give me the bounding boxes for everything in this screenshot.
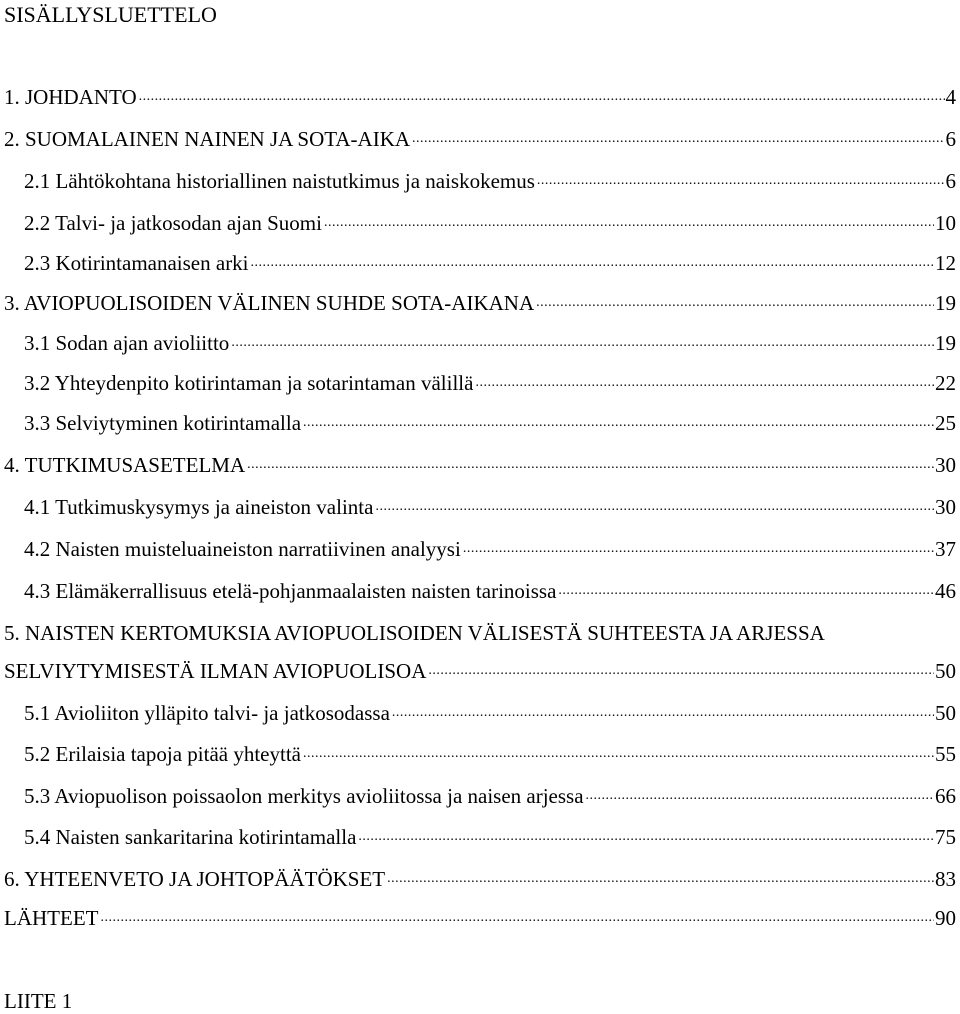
toc-page-number: 25: [935, 411, 956, 435]
toc-entry[interactable]: [24, 578, 956, 604]
toc-entry[interactable]: [24, 783, 956, 809]
dot-leader: [375, 494, 934, 514]
dot-leader: [303, 410, 934, 430]
appendix-label: LIITE 1: [4, 989, 73, 1013]
toc-entry-label: 2.3 Kotirintamanaisen arki: [24, 251, 249, 275]
toc-entry-label: 4. TUTKIMUSASETELMA: [4, 453, 246, 477]
toc-page-number: 10: [935, 211, 956, 235]
toc-entry-label: 4.1 Tutkimuskysymys ja aineiston valinta: [24, 495, 374, 519]
dot-leader: [392, 700, 934, 720]
toc-page-number: 50: [935, 659, 956, 683]
toc-entry[interactable]: [24, 824, 956, 850]
toc-entry-label: LÄHTEET: [4, 906, 99, 930]
dot-leader: [231, 330, 934, 350]
toc-entry-label: 5.2 Erilaisia tapoja pitää yhteyttä: [24, 742, 301, 766]
dot-leader: [303, 741, 934, 761]
toc-entry-wrapped-first-line[interactable]: 5. NAISTEN KERTOMUKSIA AVIOPUOLISOIDEN VÄLISESTÄ SUHTEESTA JA ARJESSA: [4, 621, 825, 645]
toc-entry[interactable]: [24, 536, 956, 562]
toc-entry[interactable]: [24, 410, 956, 436]
toc-page-number: 19: [935, 331, 956, 355]
toc-page-number: 83: [935, 867, 956, 891]
dot-leader: [324, 210, 934, 230]
dot-leader: [536, 290, 934, 310]
toc-page-number: 22: [935, 371, 956, 395]
dot-leader: [358, 824, 934, 844]
toc-entry[interactable]: [4, 126, 956, 152]
toc-page-number: 30: [935, 453, 956, 477]
toc-entry-label: 3.1 Sodan ajan avioliitto: [24, 331, 230, 355]
toc-entry[interactable]: [4, 905, 956, 931]
toc-entry[interactable]: [4, 658, 956, 684]
toc-entry[interactable]: [4, 452, 956, 478]
dot-leader: [247, 452, 934, 472]
toc-entry[interactable]: [4, 866, 956, 892]
toc-page-number: 6: [945, 169, 956, 193]
toc-page-number: 30: [935, 495, 956, 519]
toc-entry-label: SELVIYTYMISESTÄ ILMAN AVIOPUOLISOA: [4, 659, 427, 683]
toc-entry[interactable]: [24, 494, 956, 520]
toc-page-number: 90: [935, 906, 956, 930]
toc-entry-label: 2.2 Talvi- ja jatkosodan ajan Suomi: [24, 211, 322, 235]
toc-entry[interactable]: [24, 210, 956, 236]
toc-entry-label: 5.1 Avioliiton ylläpito talvi- ja jatkosodassa: [24, 701, 390, 725]
dot-leader: [100, 905, 934, 925]
toc-entry-label: 5.4 Naisten sankaritarina kotirintamalla: [24, 825, 357, 849]
toc-page-number: 4: [945, 85, 956, 109]
toc-page-number: 75: [935, 825, 956, 849]
dot-leader: [463, 536, 934, 556]
toc-entry[interactable]: [24, 370, 956, 396]
toc-entry[interactable]: [24, 330, 956, 356]
toc-entry[interactable]: [4, 84, 956, 110]
toc-page-number: 6: [945, 127, 956, 151]
toc-entry[interactable]: [4, 290, 956, 316]
toc-entry-label: 1. JOHDANTO: [4, 85, 137, 109]
dot-leader: [537, 168, 945, 188]
toc-entry[interactable]: [24, 250, 956, 276]
toc-page-number: 19: [935, 291, 956, 315]
toc-entry-label: 3.3 Selviytyminen kotirintamalla: [24, 411, 302, 435]
toc-entry-label: 6. YHTEENVETO JA JOHTOPÄÄTÖKSET: [4, 867, 386, 891]
dot-leader: [387, 866, 934, 886]
toc-entry-label: 2.1 Lähtökohtana historiallinen naistutkimus ja naiskokemus: [24, 169, 535, 193]
dot-leader: [251, 250, 934, 270]
dot-leader: [586, 783, 934, 803]
toc-entry-label: 3.2 Yhteydenpito kotirintaman ja sotarintaman välillä: [24, 371, 474, 395]
dot-leader: [475, 370, 934, 390]
dot-leader: [428, 658, 934, 678]
toc-page-number: 37: [935, 537, 956, 561]
toc-title: SISÄLLYSLUETTELO: [4, 2, 217, 27]
toc-entry-label: 3. AVIOPUOLISOIDEN VÄLINEN SUHDE SOTA-AIKANA: [4, 291, 535, 315]
toc-entry-label: 5.3 Aviopuolison poissaolon merkitys avioliitossa ja naisen arjessa: [24, 784, 584, 808]
dot-leader: [412, 126, 944, 146]
toc-entry-label: 4.2 Naisten muisteluaineiston narratiivinen analyysi: [24, 537, 461, 561]
toc-entry-label: 4.3 Elämäkerrallisuus etelä-pohjanmaalaisten naisten tarinoissa: [24, 579, 557, 603]
toc-entry[interactable]: [24, 168, 956, 194]
toc-page-number: 66: [935, 784, 956, 808]
toc-page-number: 50: [935, 701, 956, 725]
toc-page-number: 55: [935, 742, 956, 766]
toc-entry-label: 2. SUOMALAINEN NAINEN JA SOTA-AIKA: [4, 127, 411, 151]
toc-page-number: 12: [935, 251, 956, 275]
dot-leader: [558, 578, 934, 598]
toc-entry[interactable]: [24, 700, 956, 726]
toc-entry[interactable]: [24, 741, 956, 767]
toc-page-number: 46: [935, 579, 956, 603]
dot-leader: [139, 84, 945, 104]
